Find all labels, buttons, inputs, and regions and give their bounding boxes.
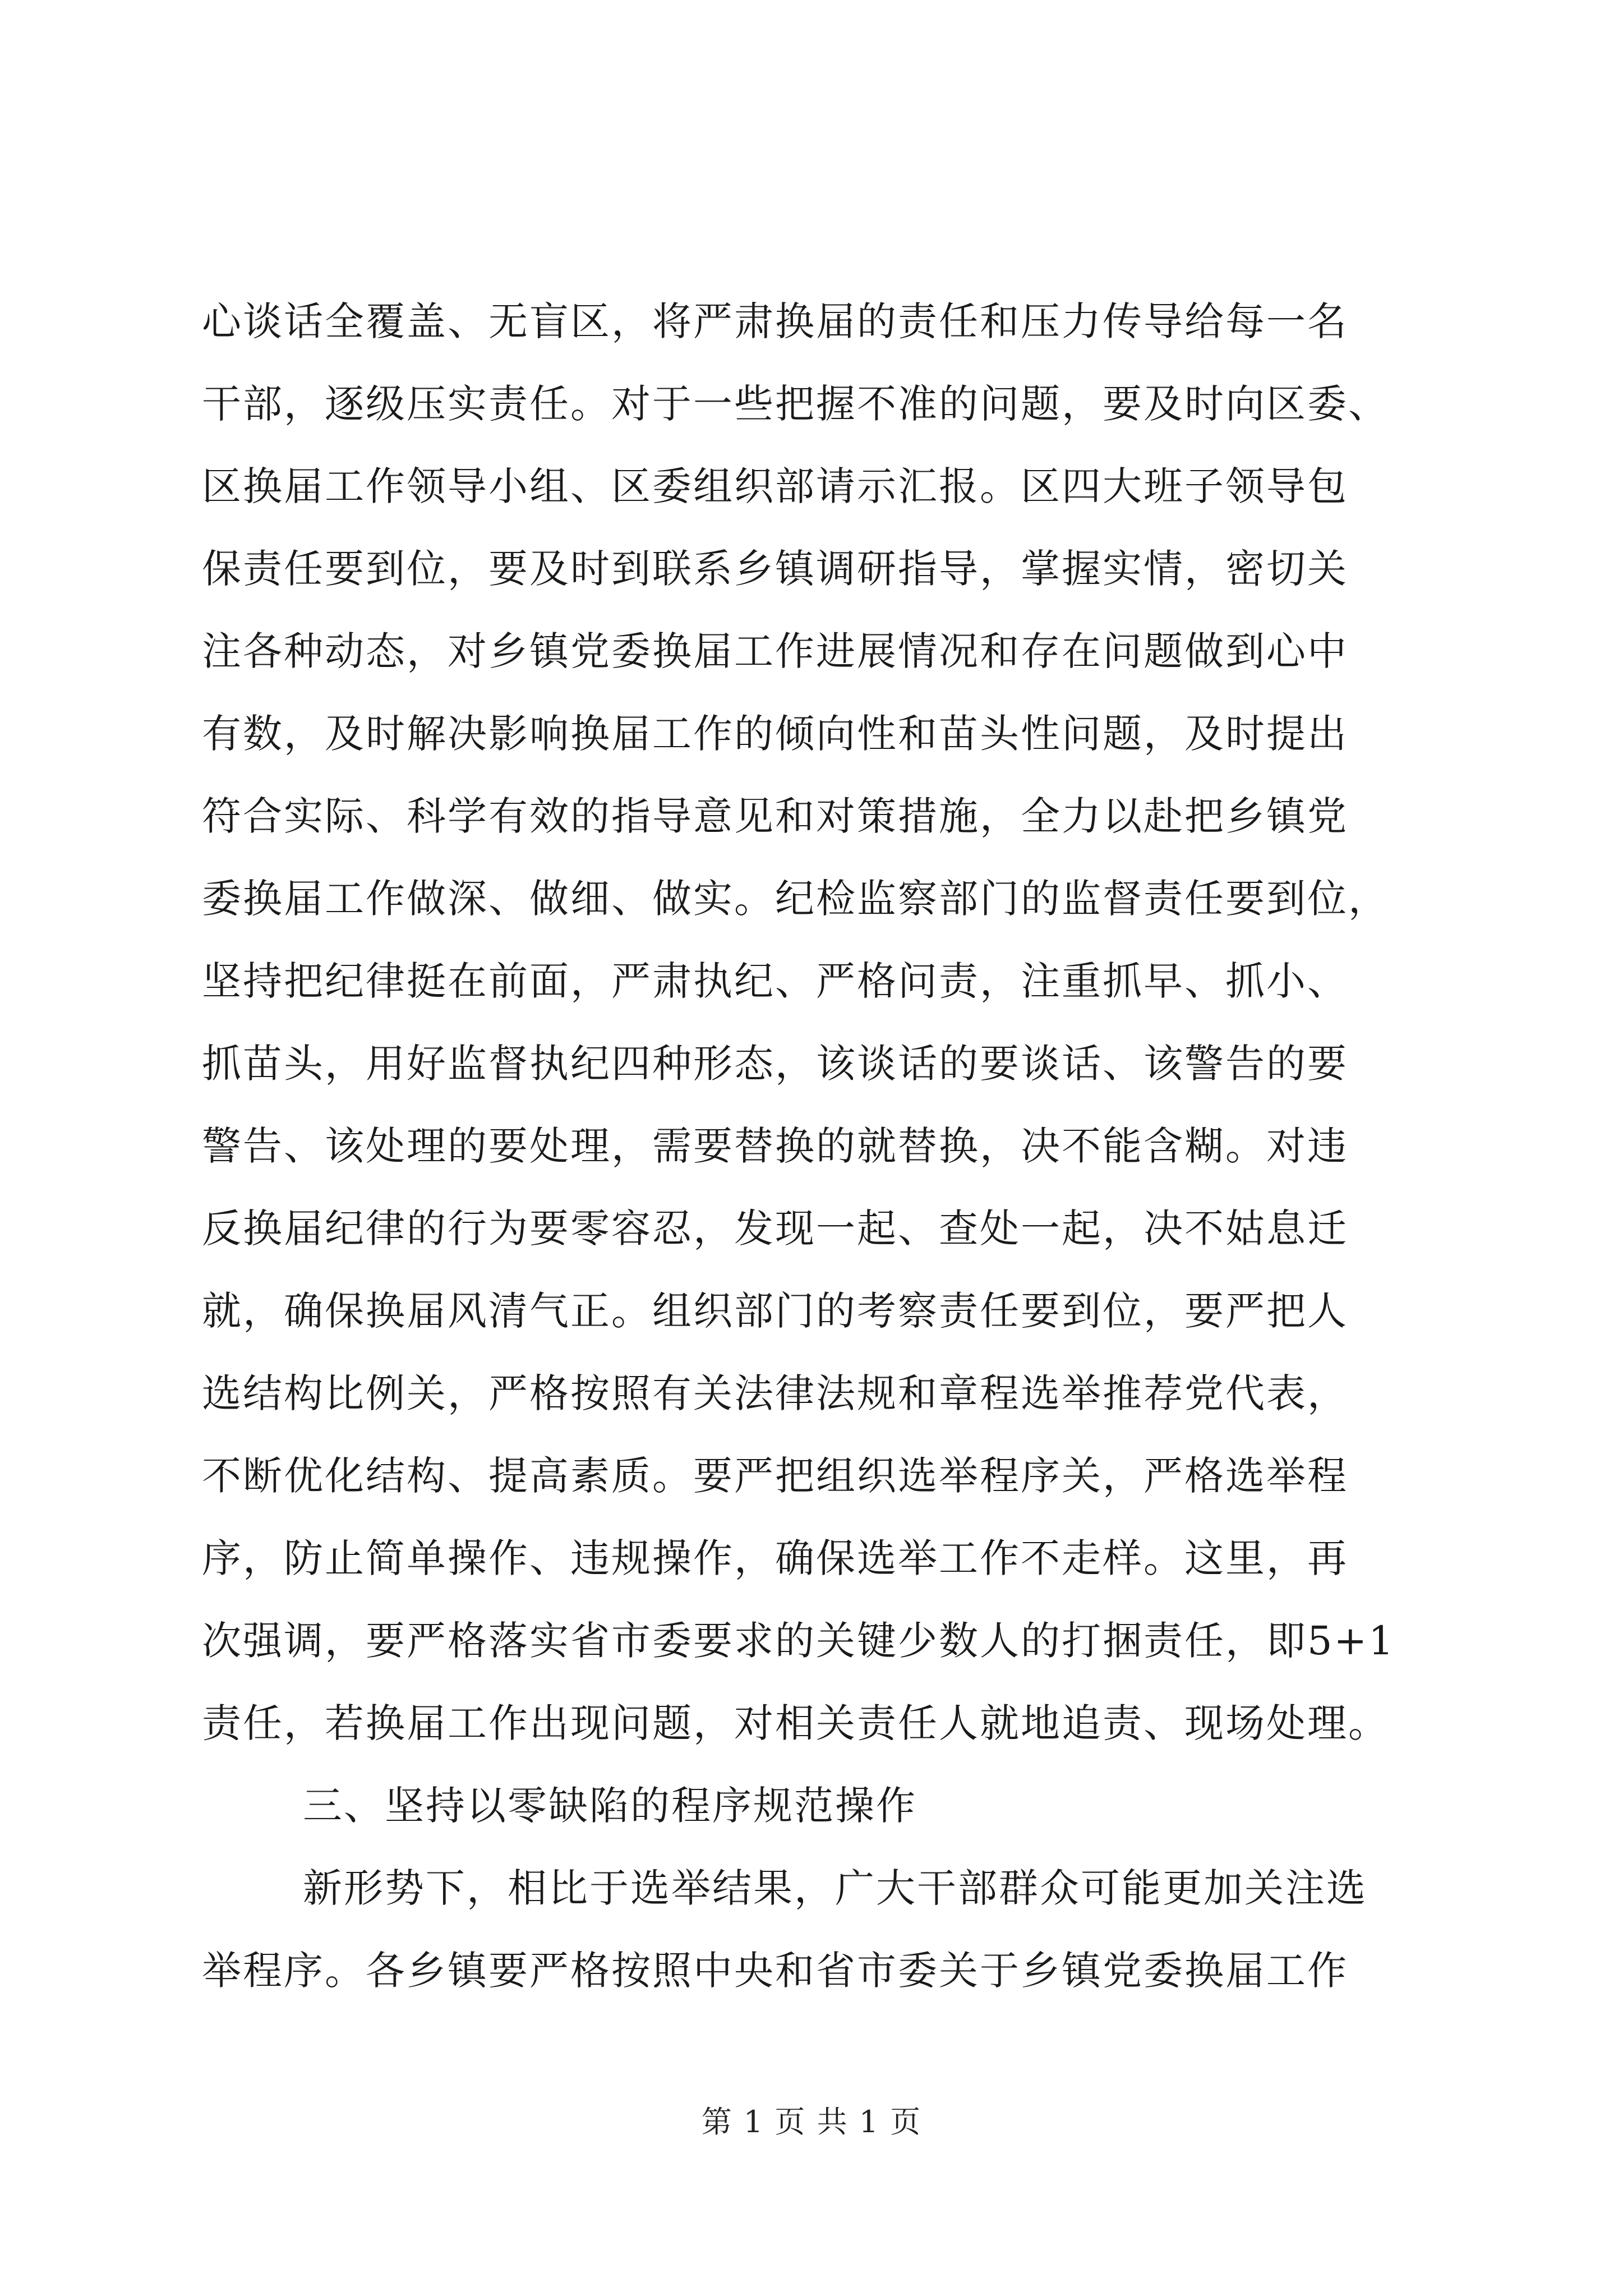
section-heading: 三、坚持以零缺陷的程序规范操作 [303, 1783, 917, 1829]
text-line: 次强调，要严格落实省市委要求的关键少数人的打捆责任，即5+1 [202, 1618, 1395, 1664]
text-line: 抓苗头，用好监督执纪四种形态，该谈话的要谈话、该警告的要 [202, 1041, 1348, 1087]
text-line: 选结构比例关，严格按照有关法律法规和章程选举推荐党代表， [202, 1370, 1348, 1416]
text-line: 新形势下，相比于选举结果，广大干部群众可能更加关注选 [303, 1865, 1367, 1911]
text-line: 警告、该处理的要处理，需要替换的就替换，决不能含糊。对违 [202, 1123, 1348, 1169]
text-line: 反换届纪律的行为要零容忍，发现一起、查处一起，决不姑息迁 [202, 1205, 1348, 1251]
page-number-footer: 第 1 页 共 1 页 [701, 2104, 922, 2139]
text-line: 区换届工作领导小组、区委组织部请示汇报。区四大班子领导包 [202, 463, 1348, 509]
text-line: 举程序。各乡镇要严格按照中央和省市委关于乡镇党委换届工作 [202, 1948, 1348, 1994]
text-line: 心谈话全覆盖、无盲区，将严肃换届的责任和压力传导给每一名 [202, 298, 1348, 344]
text-line: 序，防止简单操作、违规操作，确保选举工作不走样。这里，再 [202, 1535, 1348, 1581]
text-line: 不断优化结构、提高素质。要严把组织选举程序关，严格选举程 [202, 1453, 1348, 1499]
text-line: 就，确保换届风清气正。组织部门的考察责任要到位，要严把人 [202, 1288, 1348, 1334]
text-line: 符合实际、科学有效的指导意见和对策措施，全力以赴把乡镇党 [202, 793, 1348, 839]
text-line: 坚持把纪律挺在前面，严肃执纪、严格问责，注重抓早、抓小、 [202, 958, 1348, 1004]
text-line: 注各种动态，对乡镇党委换届工作进展情况和存在问题做到心中 [202, 628, 1348, 674]
text-line: 干部，逐级压实责任。对于一些把握不准的问题，要及时向区委、 [202, 381, 1389, 427]
text-line: 有数，及时解决影响换届工作的倾向性和苗头性问题，及时提出 [202, 711, 1348, 757]
document-body [202, 280, 1436, 2012]
text-line: 委换届工作做深、做细、做实。纪检监察部门的监督责任要到位， [202, 876, 1389, 922]
text-line: 保责任要到位，要及时到联系乡镇调研指导，掌握实情，密切关 [202, 546, 1348, 592]
text-line: 责任，若换届工作出现问题，对相关责任人就地追责、现场处理。 [202, 1700, 1389, 1746]
